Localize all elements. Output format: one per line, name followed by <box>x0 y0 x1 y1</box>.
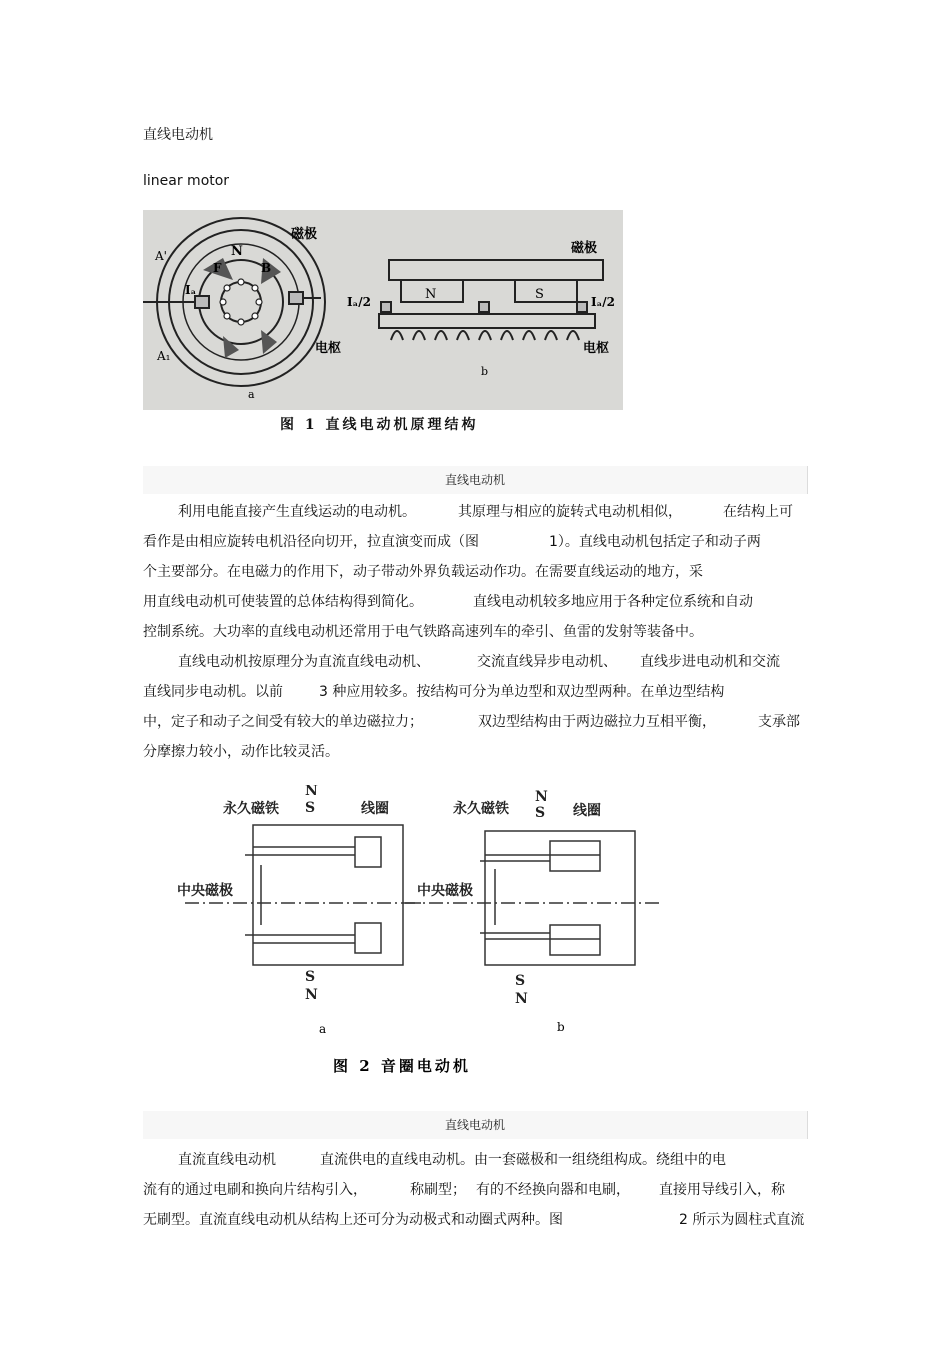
figure-1-caption: 图 1 直线电动机原理结构 <box>280 417 479 433</box>
fig1-label-a: a <box>248 388 255 401</box>
para1-l2-a: 看作是由相应旋转电机沿径向切开，拉直演变而成（图 <box>143 534 479 550</box>
fig1-label-ia-half-left: Iₐ/2 <box>347 295 371 309</box>
para1-l4-a: 用直线电动机可使装置的总体结构得到简化。 <box>143 594 423 610</box>
figure-2-caption: 图 2 音圈电动机 <box>333 1057 471 1075</box>
fig2-coil-b: 线圈 <box>573 803 601 819</box>
fig2-center-b: 中央磁极 <box>417 883 473 899</box>
fig2-sub-a: a <box>319 1022 327 1036</box>
fig2-n-a-bottom: N <box>305 987 318 1003</box>
fig1-label-b: B <box>261 261 272 275</box>
fig2-s-b: S <box>535 805 546 821</box>
fig1-label-ia-half-right: Iₐ/2 <box>591 295 615 309</box>
fig2-center-a: 中央磁极 <box>177 883 233 899</box>
fig1-label-s-right: S <box>535 287 544 302</box>
para1-l4-b: 直线电动机较多地应用于各种定位系统和自动 <box>473 594 753 610</box>
para1-l1-c: 在结构上可 <box>723 504 793 520</box>
fig1-label-armature-right: 电枢 <box>583 341 610 356</box>
para3-l2-d: 直接用导线引入，称 <box>659 1182 785 1198</box>
fig1-label-n-right: N <box>425 287 437 302</box>
para1-l1-b: 其原理与相应的旋转式电动机相似， <box>458 504 682 520</box>
para1-l2-b: 1）。直线电动机包括定子和动子两 <box>549 534 761 550</box>
fig2-sub-b: b <box>557 1020 565 1034</box>
para2-l3-c: 支承部 <box>758 714 800 730</box>
fig1-label-ia: Iₐ <box>185 283 197 297</box>
fig1-label-a-top: A' <box>155 249 167 263</box>
para1-line5: 控制系统。大功率的直线电动机还常用于电气铁路高速列车的牵引、鱼雷的发射等装备中。 <box>143 624 703 640</box>
para1-l1-a: 利用电能直接产生直线运动的电动机。 <box>178 504 416 520</box>
para3-l2-b: 称刷型； <box>410 1182 466 1198</box>
para2-line4: 分摩擦力较小，动作比较灵活。 <box>143 744 339 760</box>
para2-l1-b: 交流直线异步电动机、 <box>477 654 617 670</box>
figure-2-image <box>165 785 665 1085</box>
fig1-label-f: F <box>213 261 222 275</box>
para3-l3-a: 无刷型。直流直线电动机从结构上还可分为动极式和动圈式两种。图 <box>143 1212 563 1228</box>
para2-l2-b: 3 种应用较多。按结构可分为单边型和双边型两种。在单边型结构 <box>319 684 725 700</box>
fig1-label-a-bottom: A₁ <box>157 349 171 363</box>
doc-title-en: linear motor <box>143 173 230 189</box>
para2-l2-a: 直线同步电动机。以前 <box>143 684 283 700</box>
fig2-n-a: N <box>305 785 318 799</box>
figure-1-image <box>143 210 623 410</box>
fig1-label-cipole-right: 磁极 <box>571 241 598 256</box>
fig1-label-n: N <box>231 244 243 259</box>
fig1-label-armature-left: 电枢 <box>315 341 342 356</box>
doc-title-cn: 直线电动机 <box>143 127 213 143</box>
para2-l1-a: 直线电动机按原理分为直流直线电动机、 <box>178 654 430 670</box>
para2-l1-c: 直线步进电动机和交流 <box>640 654 780 670</box>
fig2-pm-b: 永久磁铁 <box>453 801 509 817</box>
fig2-n-b: N <box>535 789 548 805</box>
fig2-n-b-bottom: N <box>515 991 528 1007</box>
para3-l1-b: 直流供电的直线电动机。由一套磁极和一组绕组构成。绕组中的电 <box>320 1152 726 1168</box>
fig2-s-b-bottom: S <box>515 973 526 989</box>
fig2-coil-a: 线圈 <box>361 801 389 817</box>
para1-line3: 个主要部分。在电磁力的作用下，动子带动外界负载运动作功。在需要直线运动的地方，采 <box>143 564 703 580</box>
fig1-label-cipole-left: 磁极 <box>291 227 318 242</box>
fig1-label-b-sub: b <box>481 365 489 378</box>
fig2-s-a: S <box>305 800 316 816</box>
para3-l3-b: 2 所示为圆柱式直流 <box>679 1212 805 1228</box>
para3-l1-a: 直流直线电动机 <box>178 1152 276 1168</box>
para3-l2-c: 有的不经换向器和电刷， <box>476 1182 630 1198</box>
para3-l2-a: 流有的通过电刷和换向片结构引入， <box>143 1182 367 1198</box>
para2-l3-b: 双边型结构由于两边磁拉力互相平衡， <box>478 714 716 730</box>
caption-bar-1: 直线电动机 <box>143 466 808 494</box>
caption-bar-2: 直线电动机 <box>143 1111 808 1139</box>
fig2-s-a-bottom: S <box>305 969 316 985</box>
para2-l3-a: 中，定子和动子之间受有较大的单边磁拉力； <box>143 714 423 730</box>
fig2-pm-a: 永久磁铁 <box>223 801 279 817</box>
